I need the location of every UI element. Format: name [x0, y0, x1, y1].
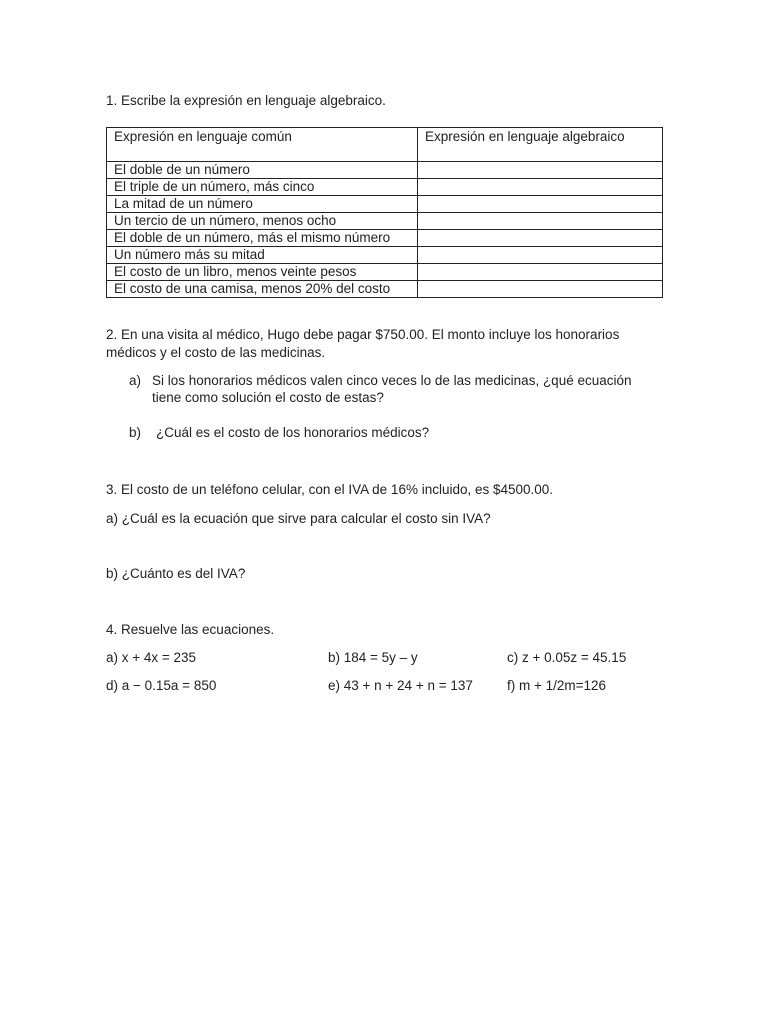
row-answer-cell[interactable]: [418, 196, 663, 213]
q2-a-line1: Si los honorarios médicos valen cinco veces lo de las medicinas, ¿qué ecuación: [152, 373, 632, 388]
q2-b-label: b): [129, 425, 142, 440]
equation-b: b) 184 = 5y – y: [328, 650, 418, 665]
row-expression: El doble de un número, más el mismo número: [107, 230, 418, 247]
row-expression: Un tercio de un número, menos ocho: [107, 213, 418, 230]
table-row: [107, 213, 663, 230]
q2-a-label: a): [129, 373, 142, 388]
q2-a-line2: tiene como solución el costo de estas?: [152, 390, 384, 405]
table-row: [107, 162, 663, 179]
row-expression: El doble de un número: [107, 162, 418, 179]
q3-title: 3. El costo de un teléfono celular, con el IVA de 16% incluido, es $4500.00.: [106, 482, 554, 497]
row-expression: El costo de un libro, menos veinte pesos: [107, 264, 418, 281]
header-algebraic-language: Expresión en lenguaje algebraico: [418, 128, 663, 162]
q3-b: b) ¿Cuánto es del IVA?: [106, 566, 246, 581]
q2-b-text: ¿Cuál es el costo de los honorarios médicos?: [156, 425, 430, 440]
row-answer-cell[interactable]: [418, 230, 663, 247]
equation-f: f) m + 1/2m=126: [507, 678, 607, 693]
row-answer-cell[interactable]: [418, 213, 663, 230]
table-header-row: [107, 128, 663, 162]
table-row: [107, 247, 663, 264]
row-answer-cell[interactable]: [418, 264, 663, 281]
q4-title: 4. Resuelve las ecuaciones.: [106, 622, 275, 637]
table-row: [107, 196, 663, 213]
q2-line1: 2. En una visita al médico, Hugo debe pagar $750.00. El monto incluye los honorarios: [106, 327, 620, 342]
row-answer-cell[interactable]: [418, 247, 663, 264]
table-row: [107, 281, 663, 298]
equation-e: e) 43 + n + 24 + n = 137: [328, 678, 473, 693]
row-expression: El triple de un número, más cinco: [107, 179, 418, 196]
header-common-language: Expresión en lenguaje común: [107, 128, 418, 162]
table-row: [107, 179, 663, 196]
row-answer-cell[interactable]: [418, 162, 663, 179]
expressions-table: [106, 127, 663, 298]
row-expression: El costo de una camisa, menos 20% del costo: [107, 281, 418, 298]
q3-a: a) ¿Cuál es la ecuación que sirve para calcular el costo sin IVA?: [106, 511, 491, 526]
q2-line2: médicos y el costo de las medicinas.: [106, 345, 326, 360]
equation-d: d) a − 0.15a = 850: [106, 678, 217, 693]
table-row: [107, 264, 663, 281]
row-answer-cell[interactable]: [418, 179, 663, 196]
equation-c: c) z + 0.05z = 45.15: [507, 650, 627, 665]
q1-title: 1. Escribe la expresión en lenguaje algebraico.: [106, 93, 386, 108]
row-expression: La mitad de un número: [107, 196, 418, 213]
row-answer-cell[interactable]: [418, 281, 663, 298]
table-row: [107, 230, 663, 247]
equation-a: a) x + 4x = 235: [106, 650, 197, 665]
row-expression: Un número más su mitad: [107, 247, 418, 264]
